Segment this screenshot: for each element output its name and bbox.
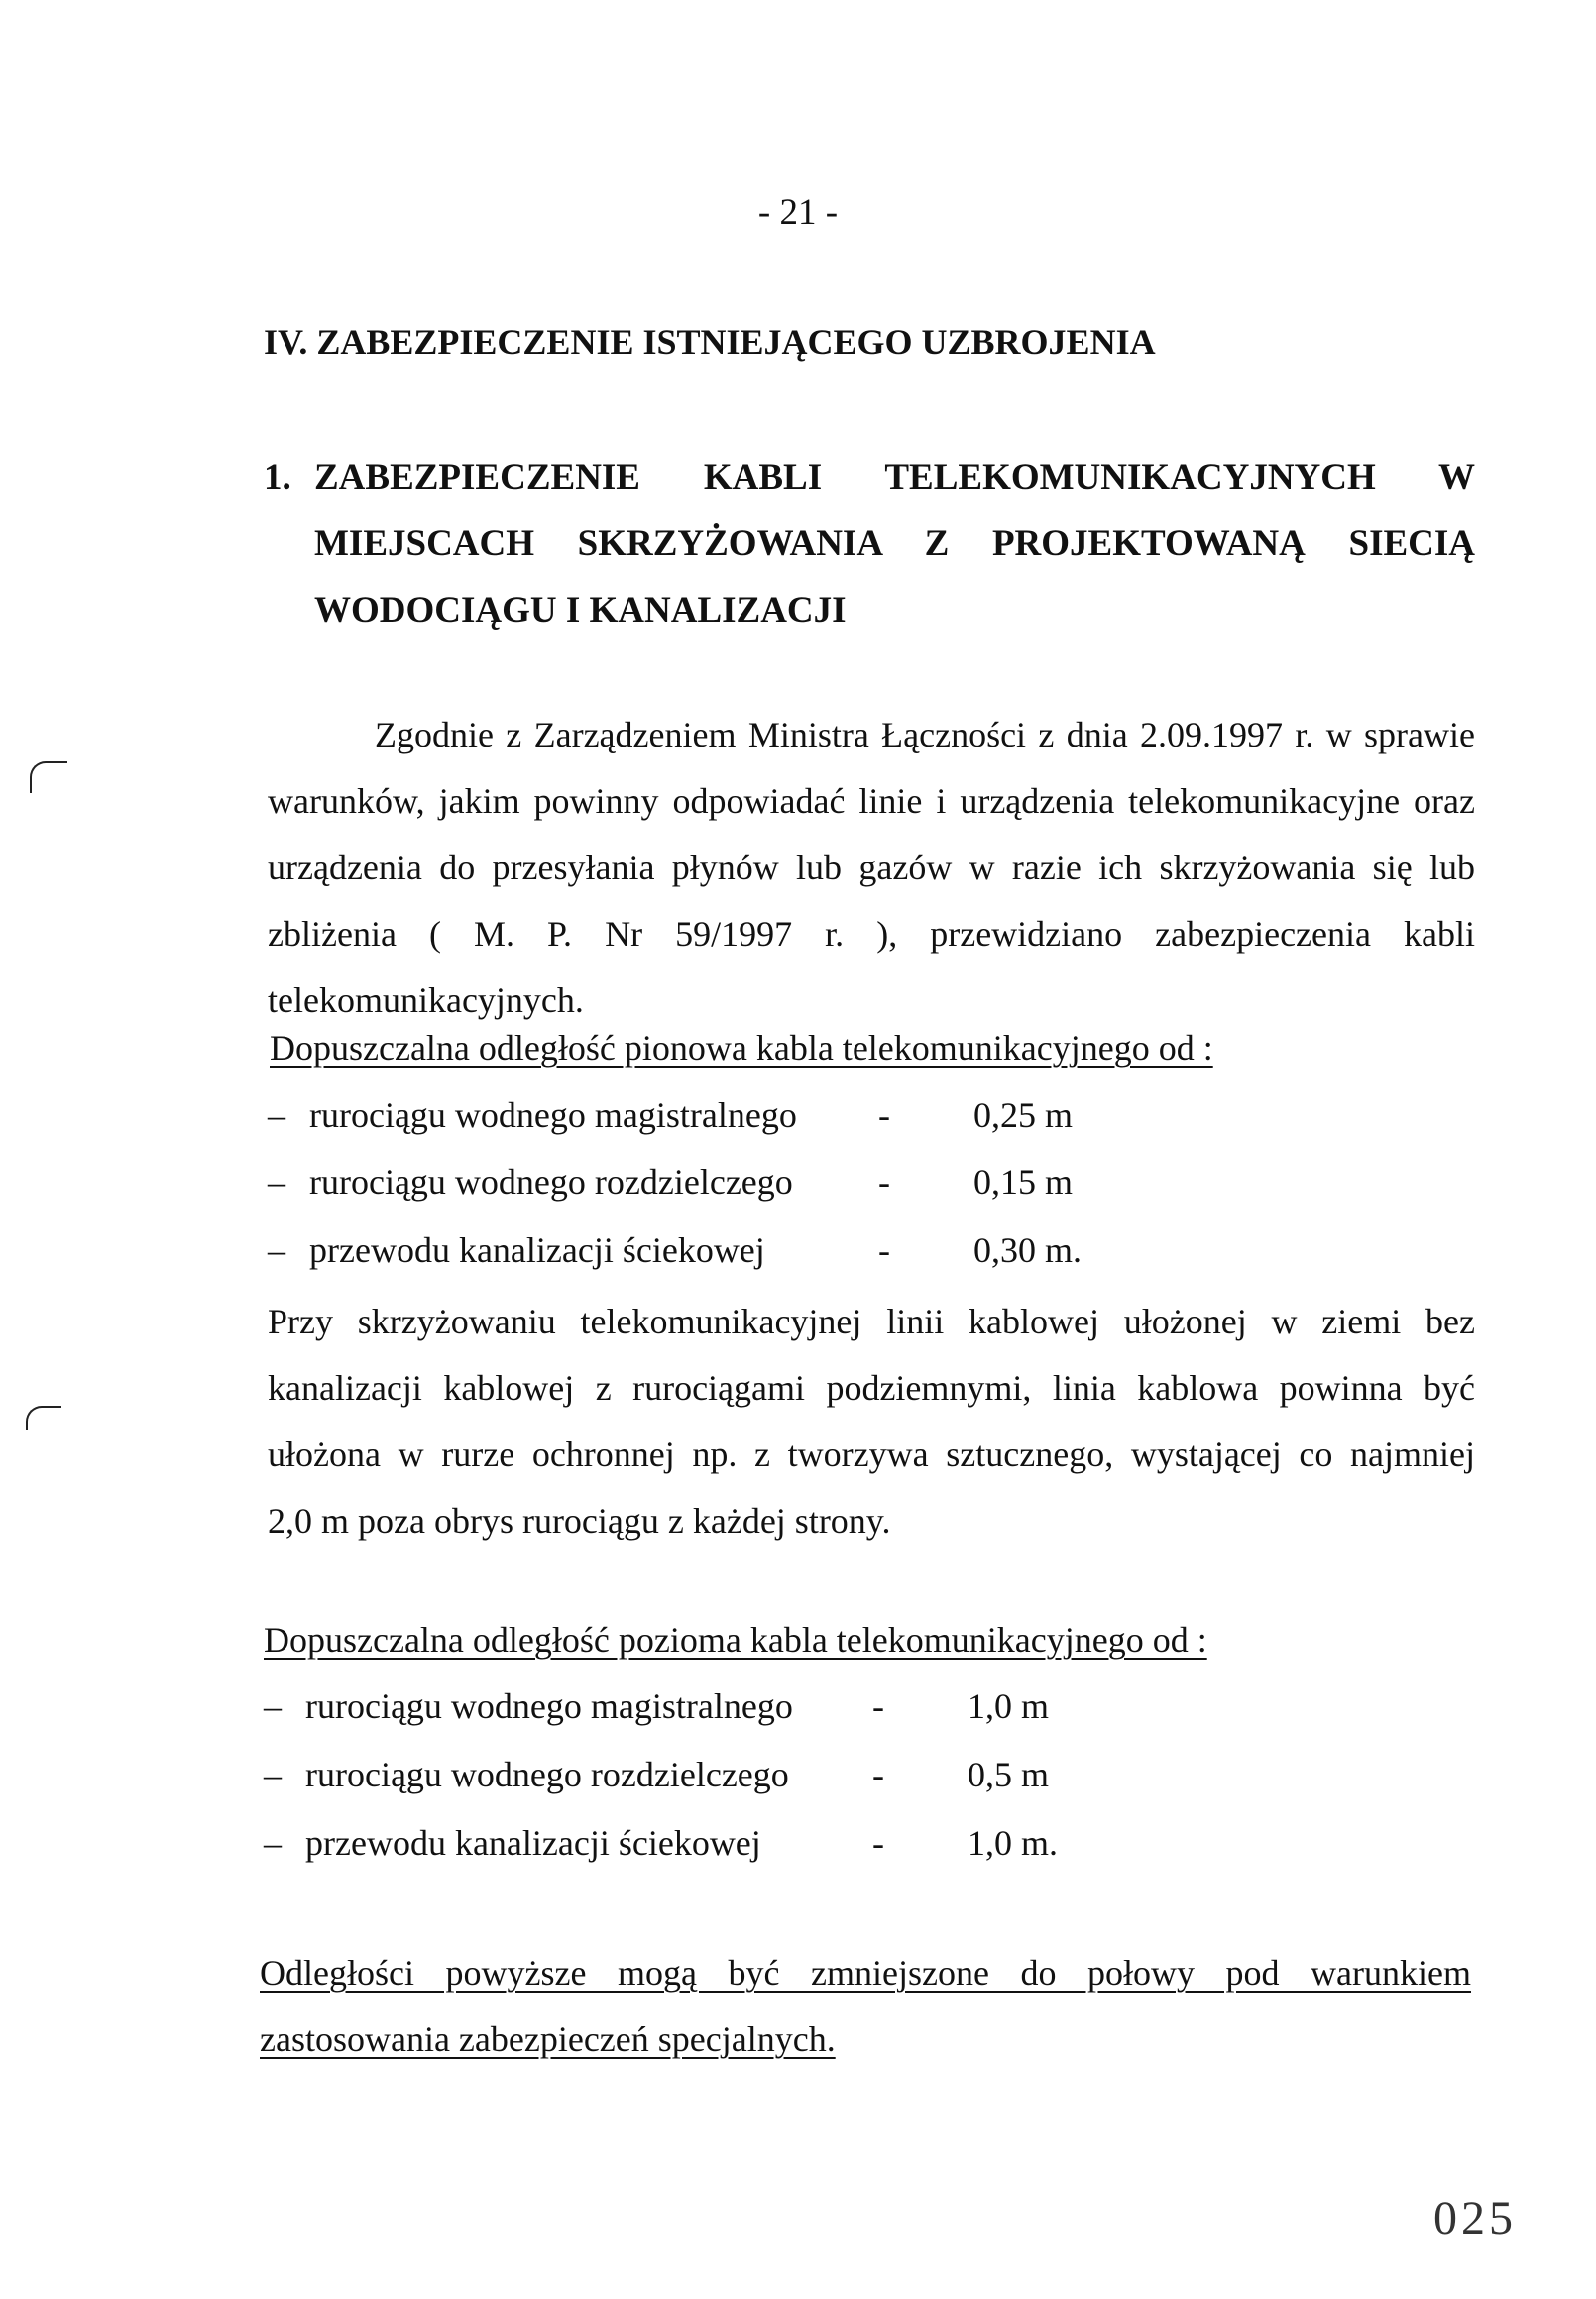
paragraph-line: telekomunikacyjnych.: [268, 980, 584, 1020]
paragraph-line: Przy skrzyżowaniu telekomunikacyjnej linii kablowej ułożonej w ziemi bez: [268, 1302, 1475, 1341]
margin-mark: [30, 761, 67, 793]
list-item-value: 0,30 m.: [973, 1230, 1083, 1270]
intro-paragraph: [268, 702, 1475, 1034]
paragraph-line: kanalizacji kablowej z rurociągami podziemnymi, linia kablowa powinna być: [268, 1368, 1475, 1408]
list-dash: –: [264, 1823, 282, 1863]
final-note: [260, 1940, 1471, 2073]
list-item-value: 1,0 m.: [968, 1823, 1059, 1863]
list-separator: -: [878, 1095, 890, 1135]
list-separator: -: [872, 1755, 884, 1794]
subsection-line-2: MIEJSCACH SKRZYŻOWANIA Z PROJEKTOWANĄ SIECIĄ: [314, 523, 1475, 564]
subsection-title: [264, 444, 1475, 643]
list-separator: -: [872, 1686, 884, 1726]
list-dash: –: [268, 1162, 285, 1202]
list-dash: –: [268, 1095, 285, 1135]
list-item-value: 0,5 m: [968, 1755, 1050, 1794]
section-title: IV. ZABEZPIECZENIE ISTNIEJĄCEGO UZBROJENIA: [264, 322, 1156, 362]
list-dash: –: [264, 1686, 282, 1726]
horizontal-distance-heading: Dopuszczalna odległość pozioma kabla telekomunikacyjnego od :: [264, 1620, 1207, 1660]
list-item-label: rurociągu wodnego rozdzielczego: [305, 1755, 789, 1794]
subsection-line-3: WODOCIĄGU I KANALIZACJI: [314, 590, 847, 631]
subsection-number: 1.: [264, 457, 291, 498]
list-item-label: rurociągu wodnego magistralnego: [309, 1095, 797, 1135]
final-note-line: Odległości powyższe mogą być zmniejszone do połowy pod warunkiem: [260, 1953, 1471, 1993]
paragraph-line: ułożona w rurze ochronnej np. z tworzywa sztucznego, wystającej co najmniej: [268, 1435, 1475, 1474]
list-separator: -: [878, 1230, 890, 1270]
subsection-title-line: [264, 444, 1475, 511]
archive-stamp-number: 025: [1433, 2192, 1517, 2244]
paragraph-line: Zgodnie z Zarządzeniem Ministra Łączności z dnia 2.09.1997 r. w sprawie: [375, 715, 1475, 754]
list-dash: –: [264, 1755, 282, 1794]
list-item-label: przewodu kanalizacji ściekowej: [305, 1823, 761, 1863]
paragraph-line: urządzenia do przesyłania płynów lub gazów w razie ich skrzyżowania się lub: [268, 848, 1475, 887]
list-dash: –: [268, 1230, 285, 1270]
crossing-paragraph: [268, 1289, 1475, 1554]
page-number: - 21 -: [757, 192, 839, 233]
final-note-line: zastosowania zabezpieczeń specjalnych.: [260, 2019, 836, 2059]
list-item-value: 0,15 m: [973, 1162, 1074, 1202]
subsection-line-1: ZABEZPIECZENIE KABLI TELEKOMUNIKACYJNYCH W: [314, 457, 1475, 498]
paragraph-line: warunków, jakim powinny odpowiadać linie i urządzenia telekomunikacyjne oraz: [268, 781, 1475, 821]
list-item-value: 1,0 m: [968, 1686, 1050, 1726]
list-item-label: rurociągu wodnego rozdzielczego: [309, 1162, 793, 1202]
list-separator: -: [872, 1823, 884, 1863]
list-separator: -: [878, 1162, 890, 1202]
list-item-label: rurociągu wodnego magistralnego: [305, 1686, 793, 1726]
paragraph-line: zbliżenia ( M. P. Nr 59/1997 r. ), przewidziano zabezpieczenia kabli: [268, 914, 1475, 954]
paragraph-line: 2,0 m poza obrys rurociągu z każdej strony.: [268, 1501, 891, 1541]
list-item-label: przewodu kanalizacji ściekowej: [309, 1230, 765, 1270]
margin-mark: [26, 1406, 61, 1430]
list-item-value: 0,25 m: [973, 1095, 1074, 1135]
subsection-title-line: [264, 511, 1475, 577]
vertical-distance-heading: Dopuszczalna odległość pionowa kabla telekomunikacyjnego od :: [270, 1028, 1213, 1068]
subsection-title-line: [264, 577, 1475, 643]
